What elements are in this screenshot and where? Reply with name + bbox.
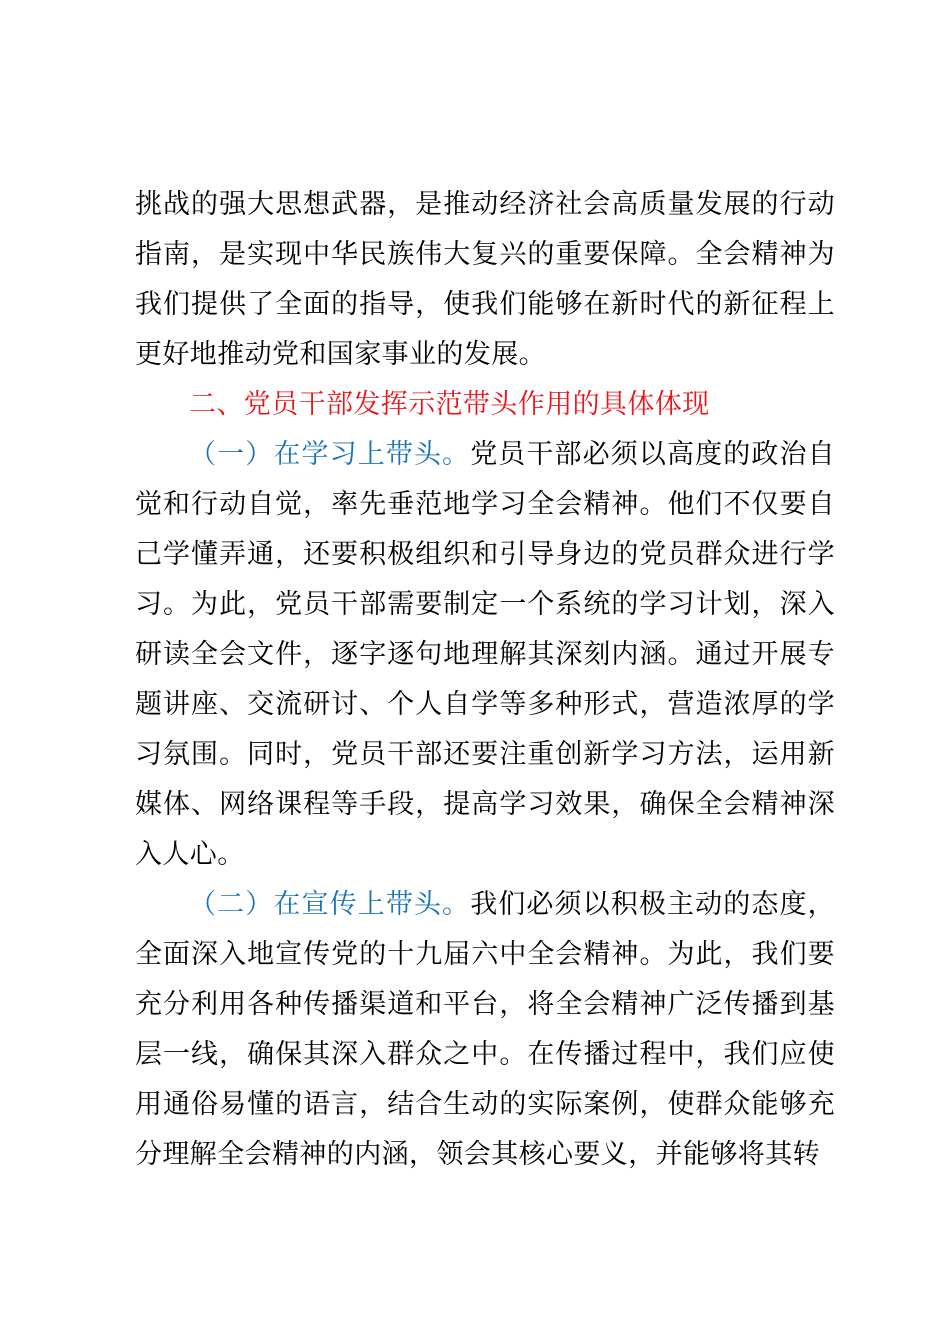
document-body: [135, 180, 835, 1180]
paragraph-text: 挑战的强大思想武器，是推动经济社会高质量发展的行动指南，是实现中华民族伟大复兴的重要保障。全会精神为我们提供了全面的指导，使我们能够在新时代的新征程上更好地推动党和国家事业的发展。: [135, 189, 835, 370]
subheading-publicity: （二）在宣传上带头。: [189, 889, 471, 920]
paragraph-publicity: [135, 880, 835, 1180]
subheading-study: （一）在学习上带头。: [189, 439, 471, 470]
paragraph-continuation: [135, 180, 835, 380]
paragraph-text: 我们必须以积极主动的态度，全面深入地宣传党的十九届六中全会精神。为此，我们要充分利用各种传播渠道和平台，将全会精神广泛传播到基层一线，确保其深入群众之中。在传播过程中，我们应使用通俗易懂的语言，结合生动的实际案例，使群众能够充分理解全会精神的内涵，领会其核心要义，并能够将其转: [135, 889, 836, 1170]
section-heading: [135, 380, 835, 430]
paragraph-text: 党员干部必须以高度的政治自觉和行动自觉，率先垂范地学习全会精神。他们不仅要自己学懂弄通，还要积极组织和引导身边的党员群众进行学习。为此，党员干部需要制定一个系统的学习计划，深入研读全会文件，逐字逐句地理解其深刻内涵。通过开展专题讲座、交流研讨、个人自学等多种形式，营造浓厚的学习氛围。同时，党员干部还要注重创新学习方法，运用新媒体、网络课程等手段，提高学习效果，确保全会精神深入人心。: [135, 439, 836, 870]
section-heading-text: 二、党员干部发挥示范带头作用的具体体现: [189, 389, 710, 420]
paragraph-study: [135, 430, 835, 880]
